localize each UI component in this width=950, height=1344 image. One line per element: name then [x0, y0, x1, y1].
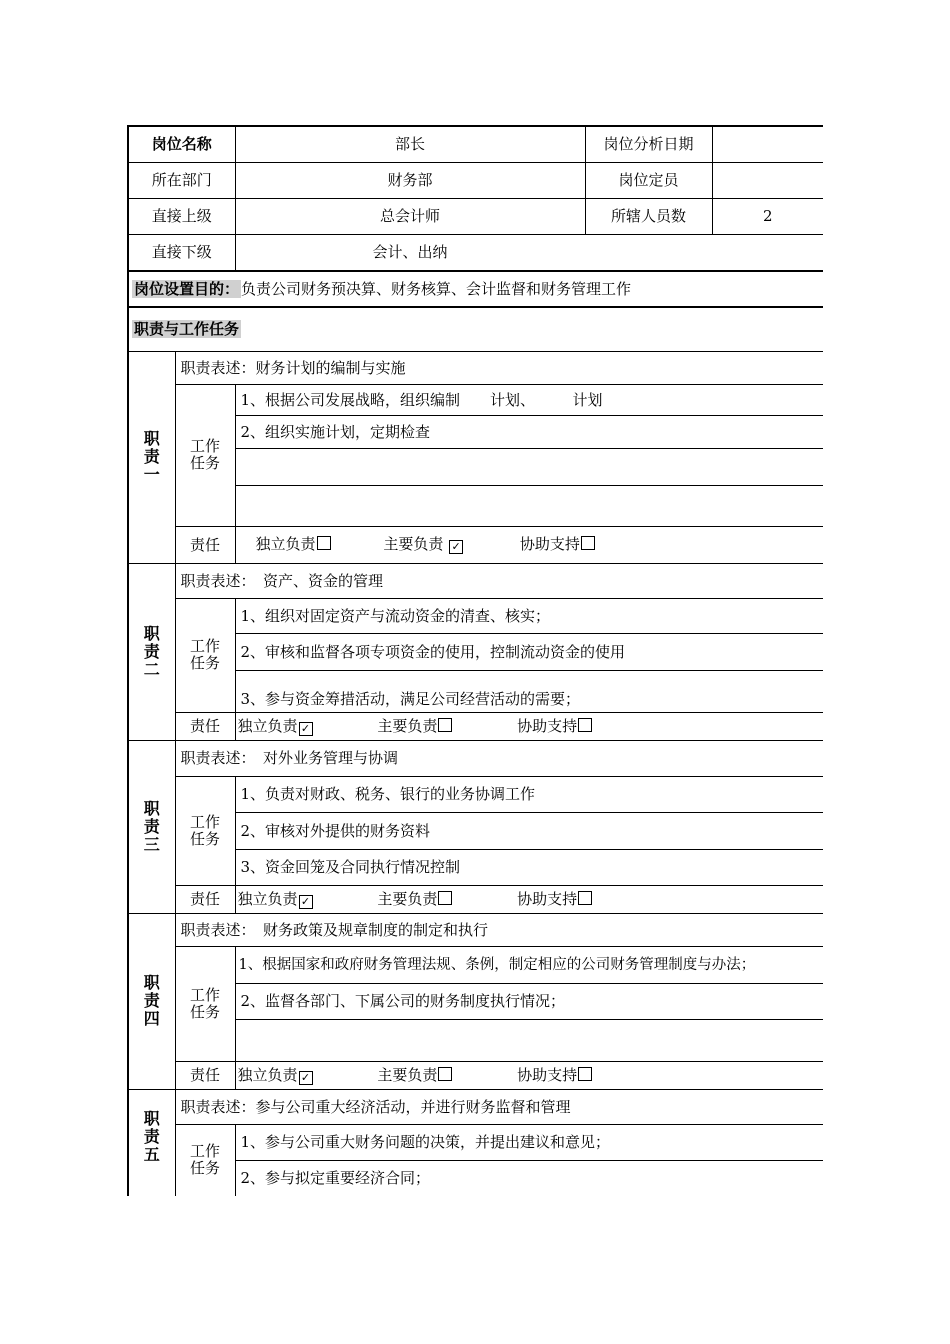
checkbox-icon — [578, 891, 592, 905]
duty-3-assist[interactable]: 协助支持 — [517, 890, 592, 908]
post-name-label: 岗位名称 — [128, 126, 235, 162]
duty-3-main[interactable]: 主要负责 — [377, 890, 452, 908]
duty-3-task-2: 2、审核对外提供的财务资料 — [235, 812, 823, 849]
checkbox-checked-icon: ✓ — [299, 895, 313, 909]
duty-1-tasks-label: 工作任务 — [189, 437, 220, 472]
subordinates-count-label: 所辖人员数 — [585, 198, 712, 234]
duty-4-statement: 职责表述： 财务政策及规章制度的制定和执行 — [175, 913, 823, 946]
duty-3-label-cell — [128, 740, 175, 913]
duty-5-task-1: 1、参与公司重大财务问题的决策，并提出建议和意见； — [235, 1124, 823, 1160]
duty-2-resp-options — [235, 712, 823, 740]
duty-4-independent[interactable]: 独立负责 ✓ — [238, 1066, 313, 1085]
duty-1-title: 职责一 — [143, 429, 160, 484]
dept-value: 财务部 — [235, 162, 585, 198]
duty-4-main[interactable]: 主要负责 — [377, 1066, 452, 1084]
duty-2-tasks-label-cell — [175, 598, 235, 712]
checkbox-checked-icon: ✓ — [299, 1071, 313, 1085]
dept-label: 所在部门 — [128, 162, 235, 198]
purpose-row — [128, 271, 823, 307]
job-description-sheet — [127, 125, 823, 1197]
duty-1-task-2: 2、组织实施计划，定期检查 — [235, 415, 823, 448]
duty-1-label-cell — [128, 351, 175, 563]
duty-2-task-1: 1、组织对固定资产与流动资金的清查、核实； — [235, 598, 823, 633]
duty-2-statement: 职责表述： 资产、资金的管理 — [175, 563, 823, 598]
checkbox-icon — [317, 536, 331, 550]
duty-5-task-2: 2、参与拟定重要经济合同； — [235, 1160, 823, 1196]
analysis-date-value — [712, 126, 823, 162]
duty-2-main[interactable]: 主要负责 — [377, 717, 452, 735]
duty-2-task-3: 3、参与资金筹措活动，满足公司经营活动的需要； — [235, 670, 823, 712]
duty-1-statement: 职责表述：财务计划的编制与实施 — [175, 351, 823, 384]
duty-1-assist[interactable]: 协助支持 — [520, 535, 595, 553]
duty-3-title: 职责三 — [143, 798, 160, 854]
headcount-value — [712, 162, 823, 198]
headcount-label: 岗位定员 — [585, 162, 712, 198]
duties-title-row — [128, 307, 823, 351]
duty-3-tasks-label-cell — [175, 776, 235, 885]
duty-1-task-1: 1、根据公司发展战略，组织编制 计划、 计划 — [235, 384, 823, 415]
duty-2-title: 职责二 — [143, 623, 160, 679]
subordinates-count-value: 2 — [712, 198, 823, 234]
duties-title: 职责与工作任务 — [134, 320, 240, 339]
duty-4-assist[interactable]: 协助支持 — [517, 1066, 592, 1084]
checkbox-icon — [438, 1067, 452, 1081]
subordinate-label: 直接下级 — [128, 234, 235, 271]
purpose-text: 负责公司财务预决算、财务核算、会计监督和财务管理工作 — [241, 280, 632, 298]
subordinate-value: 会计、出纳 — [235, 234, 823, 271]
duty-2-resp-label: 责任 — [175, 712, 235, 740]
duty-5-statement: 职责表述：参与公司重大经济活动，并进行财务监督和管理 — [175, 1089, 823, 1124]
duty-3-task-3: 3、资金回笼及合同执行情况控制 — [235, 849, 823, 885]
duty-5-tasks-label: 工作任务 — [189, 1141, 220, 1177]
duty-3-task-1: 1、负责对财政、税务、银行的业务协调工作 — [235, 776, 823, 812]
checkbox-icon — [578, 1067, 592, 1081]
duty-5-title: 职责五 — [143, 1108, 160, 1164]
duty-2-independent[interactable]: 独立负责 ✓ — [238, 717, 313, 736]
duty-5-label-cell — [128, 1089, 175, 1196]
duty-4-label-cell — [128, 913, 175, 1089]
duty-4-title: 职责四 — [143, 973, 160, 1028]
duty-1-task-4 — [235, 485, 823, 526]
duty-2-assist[interactable]: 协助支持 — [517, 717, 592, 735]
duty-5-tasks-label-cell — [175, 1124, 235, 1196]
duty-4-tasks-label: 工作任务 — [189, 985, 220, 1021]
duty-1-resp-label: 责任 — [175, 526, 235, 563]
duty-1-independent[interactable]: 独立负责 — [256, 535, 331, 553]
superior-value: 总会计师 — [235, 198, 585, 234]
post-name-value: 部长 — [235, 126, 585, 162]
duty-4-task-2: 2、监督各部门、下属公司的财务制度执行情况； — [235, 983, 823, 1019]
checkbox-checked-icon: ✓ — [449, 540, 463, 554]
checkbox-checked-icon: ✓ — [299, 722, 313, 736]
duty-1-main[interactable]: 主要负责 ✓ — [383, 535, 463, 554]
analysis-date-label: 岗位分析日期 — [585, 126, 712, 162]
duty-4-resp-label: 责任 — [175, 1061, 235, 1089]
duty-2-task-2: 2、审核和监督各项专项资金的使用，控制流动资金的使用 — [235, 633, 823, 670]
duty-4-task-3 — [235, 1019, 823, 1061]
checkbox-icon — [438, 718, 452, 732]
duty-3-statement: 职责表述： 对外业务管理与协调 — [175, 740, 823, 776]
duty-2-tasks-label: 工作任务 — [189, 637, 220, 672]
duty-3-tasks-label: 工作任务 — [189, 812, 220, 848]
duty-3-resp-label: 责任 — [175, 885, 235, 913]
duty-4-tasks-label-cell — [175, 946, 235, 1061]
duty-2-label-cell — [128, 563, 175, 740]
duty-3-independent[interactable]: 独立负责 ✓ — [238, 890, 313, 909]
duty-1-tasks-label-cell — [175, 384, 235, 526]
checkbox-icon — [578, 718, 592, 732]
job-table — [127, 125, 823, 1196]
duty-1-resp-options — [235, 526, 823, 563]
purpose-label: 岗位设置目的： — [134, 280, 240, 298]
duty-4-resp-options — [235, 1061, 823, 1089]
checkbox-icon — [581, 536, 595, 550]
duty-4-task-1: 1、根据国家和政府财务管理法规、条例，制定相应的公司财务管理制度与办法； — [235, 946, 823, 983]
duty-1-task-3 — [235, 448, 823, 485]
superior-label: 直接上级 — [128, 198, 235, 234]
duty-3-resp-options — [235, 885, 823, 913]
checkbox-icon — [438, 891, 452, 905]
